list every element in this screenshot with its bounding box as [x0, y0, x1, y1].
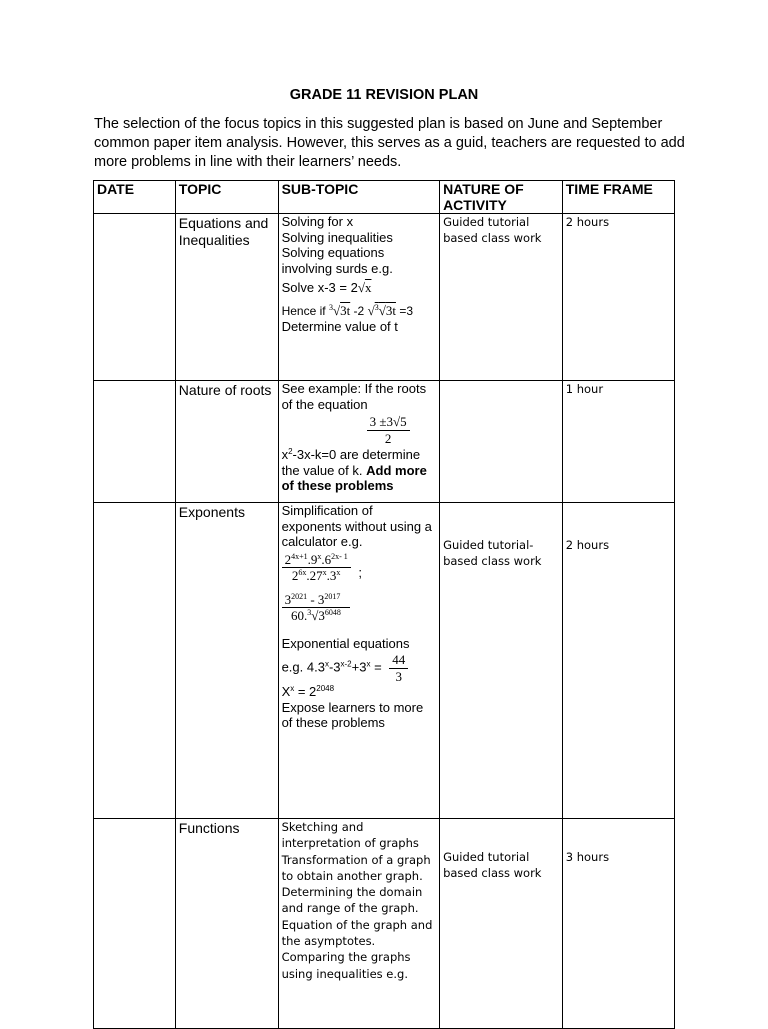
- time-cell: 1 hour: [562, 381, 674, 503]
- subtopic-line: Sketching and interpretation of graphs: [281, 820, 419, 851]
- roots-fraction: [282, 414, 437, 446]
- nature-cell: Guided tutorial based class work: [440, 214, 563, 381]
- equation-text: -2: [353, 303, 365, 318]
- exponent: x: [322, 568, 327, 577]
- exponent: 2048: [316, 684, 335, 693]
- equation-text: +3: [351, 659, 367, 675]
- topic-cell: Functions: [175, 819, 278, 1029]
- base: 60.: [291, 608, 308, 623]
- emphasis-text: Add more of these problems: [281, 462, 427, 493]
- exponent: x-2: [340, 659, 352, 669]
- base: .27: [306, 568, 323, 583]
- exponent: x: [336, 568, 341, 577]
- subtopic-line: Expose learners to more of these problems: [281, 699, 424, 730]
- topic-cell: Exponents: [175, 503, 278, 819]
- time-cell: 2 hours: [562, 214, 674, 381]
- exponent: 6048: [324, 608, 341, 617]
- table-row: [94, 819, 675, 1029]
- topic-cell: Nature of roots: [175, 381, 278, 503]
- base: .3: [326, 568, 337, 583]
- exponent: 6x: [298, 568, 307, 577]
- exponent: 4x+1: [291, 551, 308, 561]
- exponent: 2021: [291, 591, 308, 601]
- subtopic-line: Determine value of t: [281, 319, 398, 334]
- date-cell: [94, 214, 176, 381]
- exponent: x: [290, 684, 295, 693]
- fraction-numerator: 44: [389, 652, 408, 669]
- base: 2: [284, 551, 292, 567]
- topic-cell: Equations and Inequalities: [175, 214, 278, 381]
- equation-text: = 2: [294, 684, 317, 699]
- surd-equation-2: Hence if $^3$√3t -2 √$^3$√3t =3: [281, 302, 413, 318]
- date-cell: [94, 819, 176, 1029]
- exponent-fraction-2: $\frac{3^{2021} - 3^{2017}}{60.^3√3^{6048}}$: [282, 592, 437, 624]
- time-cell: 2 hours: [562, 503, 674, 819]
- time-cell: 3 hours: [562, 819, 674, 1029]
- equation-text: Solve x-3 = 2: [281, 280, 358, 295]
- exponent-fraction-1: [282, 552, 437, 584]
- subtopic-line: Transformation of a graph to obtain another graph.: [281, 852, 431, 883]
- table-row: [94, 381, 675, 503]
- header-subtopic: SUB-TOPIC: [278, 181, 440, 214]
- document-title: GRADE 11 REVISION PLAN: [289, 87, 479, 103]
- revision-plan-table: [93, 180, 675, 1029]
- equation-text: X: [281, 684, 291, 699]
- nature-cell: Guided tutorial-based class work: [440, 503, 563, 819]
- surd-equation: Solve x-3 = 2√x: [281, 280, 372, 295]
- base: 3: [284, 591, 292, 607]
- table-row: [94, 503, 675, 819]
- radicand: 3t: [340, 302, 351, 318]
- equation-text: Hence if: [281, 303, 326, 318]
- base: 3: [317, 591, 325, 607]
- exponent: 2: [288, 447, 293, 456]
- header-date: DATE: [94, 181, 176, 214]
- subtopic-line: Solving equations involving surds e.g.: [281, 245, 393, 276]
- radicand: 3: [318, 608, 325, 623]
- exponent: x: [366, 659, 371, 669]
- base: 2: [291, 568, 299, 583]
- subtopic-line: Solving inequalities: [281, 229, 393, 245]
- equation-text: -3x-k=0 are determine the value of k.: [281, 447, 421, 478]
- subtopic-line: Comparing the graphs using inequalities e.g.: [281, 950, 411, 981]
- exponential-equation-2: [282, 684, 437, 700]
- exponent: 2017: [324, 591, 341, 601]
- subtopic-line: Solving for x: [281, 214, 354, 229]
- operator: -: [307, 591, 318, 607]
- nature-cell: Guided tutorial based class work: [440, 819, 563, 1029]
- subtopic-line: Determining the domain and range of the graph.: [281, 885, 423, 916]
- exponent: x: [317, 551, 322, 561]
- fraction-denominator: 2: [384, 430, 392, 446]
- equation-text: e.g. 4.3: [281, 659, 325, 675]
- equation-text: =: [370, 659, 382, 675]
- subtopic-line: Simplification of exponents without using a calculator e.g.: [281, 503, 432, 549]
- equation-text: x: [281, 447, 289, 462]
- radicand: 3t: [385, 302, 396, 318]
- header-nature: NATURE OF ACTIVITY: [440, 181, 563, 214]
- separator: ;: [358, 564, 362, 580]
- subtopic-cell: [278, 503, 440, 819]
- header-time-frame: TIME FRAME: [562, 181, 674, 214]
- radicand: x: [364, 280, 372, 295]
- date-cell: [94, 381, 176, 503]
- exponent: 2x- 1: [331, 551, 348, 561]
- base: .9: [307, 551, 318, 567]
- fraction-numerator: 3 ±3√5: [367, 414, 410, 431]
- equation-line: [282, 447, 437, 494]
- exponential-equation: [282, 652, 437, 684]
- base: .6: [321, 551, 332, 567]
- table-row: [94, 214, 675, 381]
- equation-text: -3: [328, 659, 341, 675]
- equation-text: =3: [399, 303, 413, 318]
- table-header-row: [94, 181, 675, 214]
- subtopic-line: Exponential equations: [281, 635, 410, 651]
- subtopic-cell: [278, 381, 440, 503]
- nature-cell: [440, 381, 563, 503]
- subtopic-cell: [278, 214, 440, 381]
- header-topic: TOPIC: [175, 181, 278, 214]
- exponent: x: [324, 659, 329, 669]
- fraction-denominator: 3: [395, 668, 403, 684]
- intro-paragraph: The selection of the focus topics in this suggested plan is based on June and September common paper item analysis. However, this serves as a guid, teachers are requested to add more problems in line with their learners’ needs.: [94, 116, 685, 170]
- date-cell: [94, 503, 176, 819]
- subtopic-line: See example: If the roots of the equation: [281, 381, 427, 412]
- subtopic-cell: [278, 819, 440, 1029]
- subtopic-line: Equation of the graph and the asymptotes.: [281, 917, 433, 949]
